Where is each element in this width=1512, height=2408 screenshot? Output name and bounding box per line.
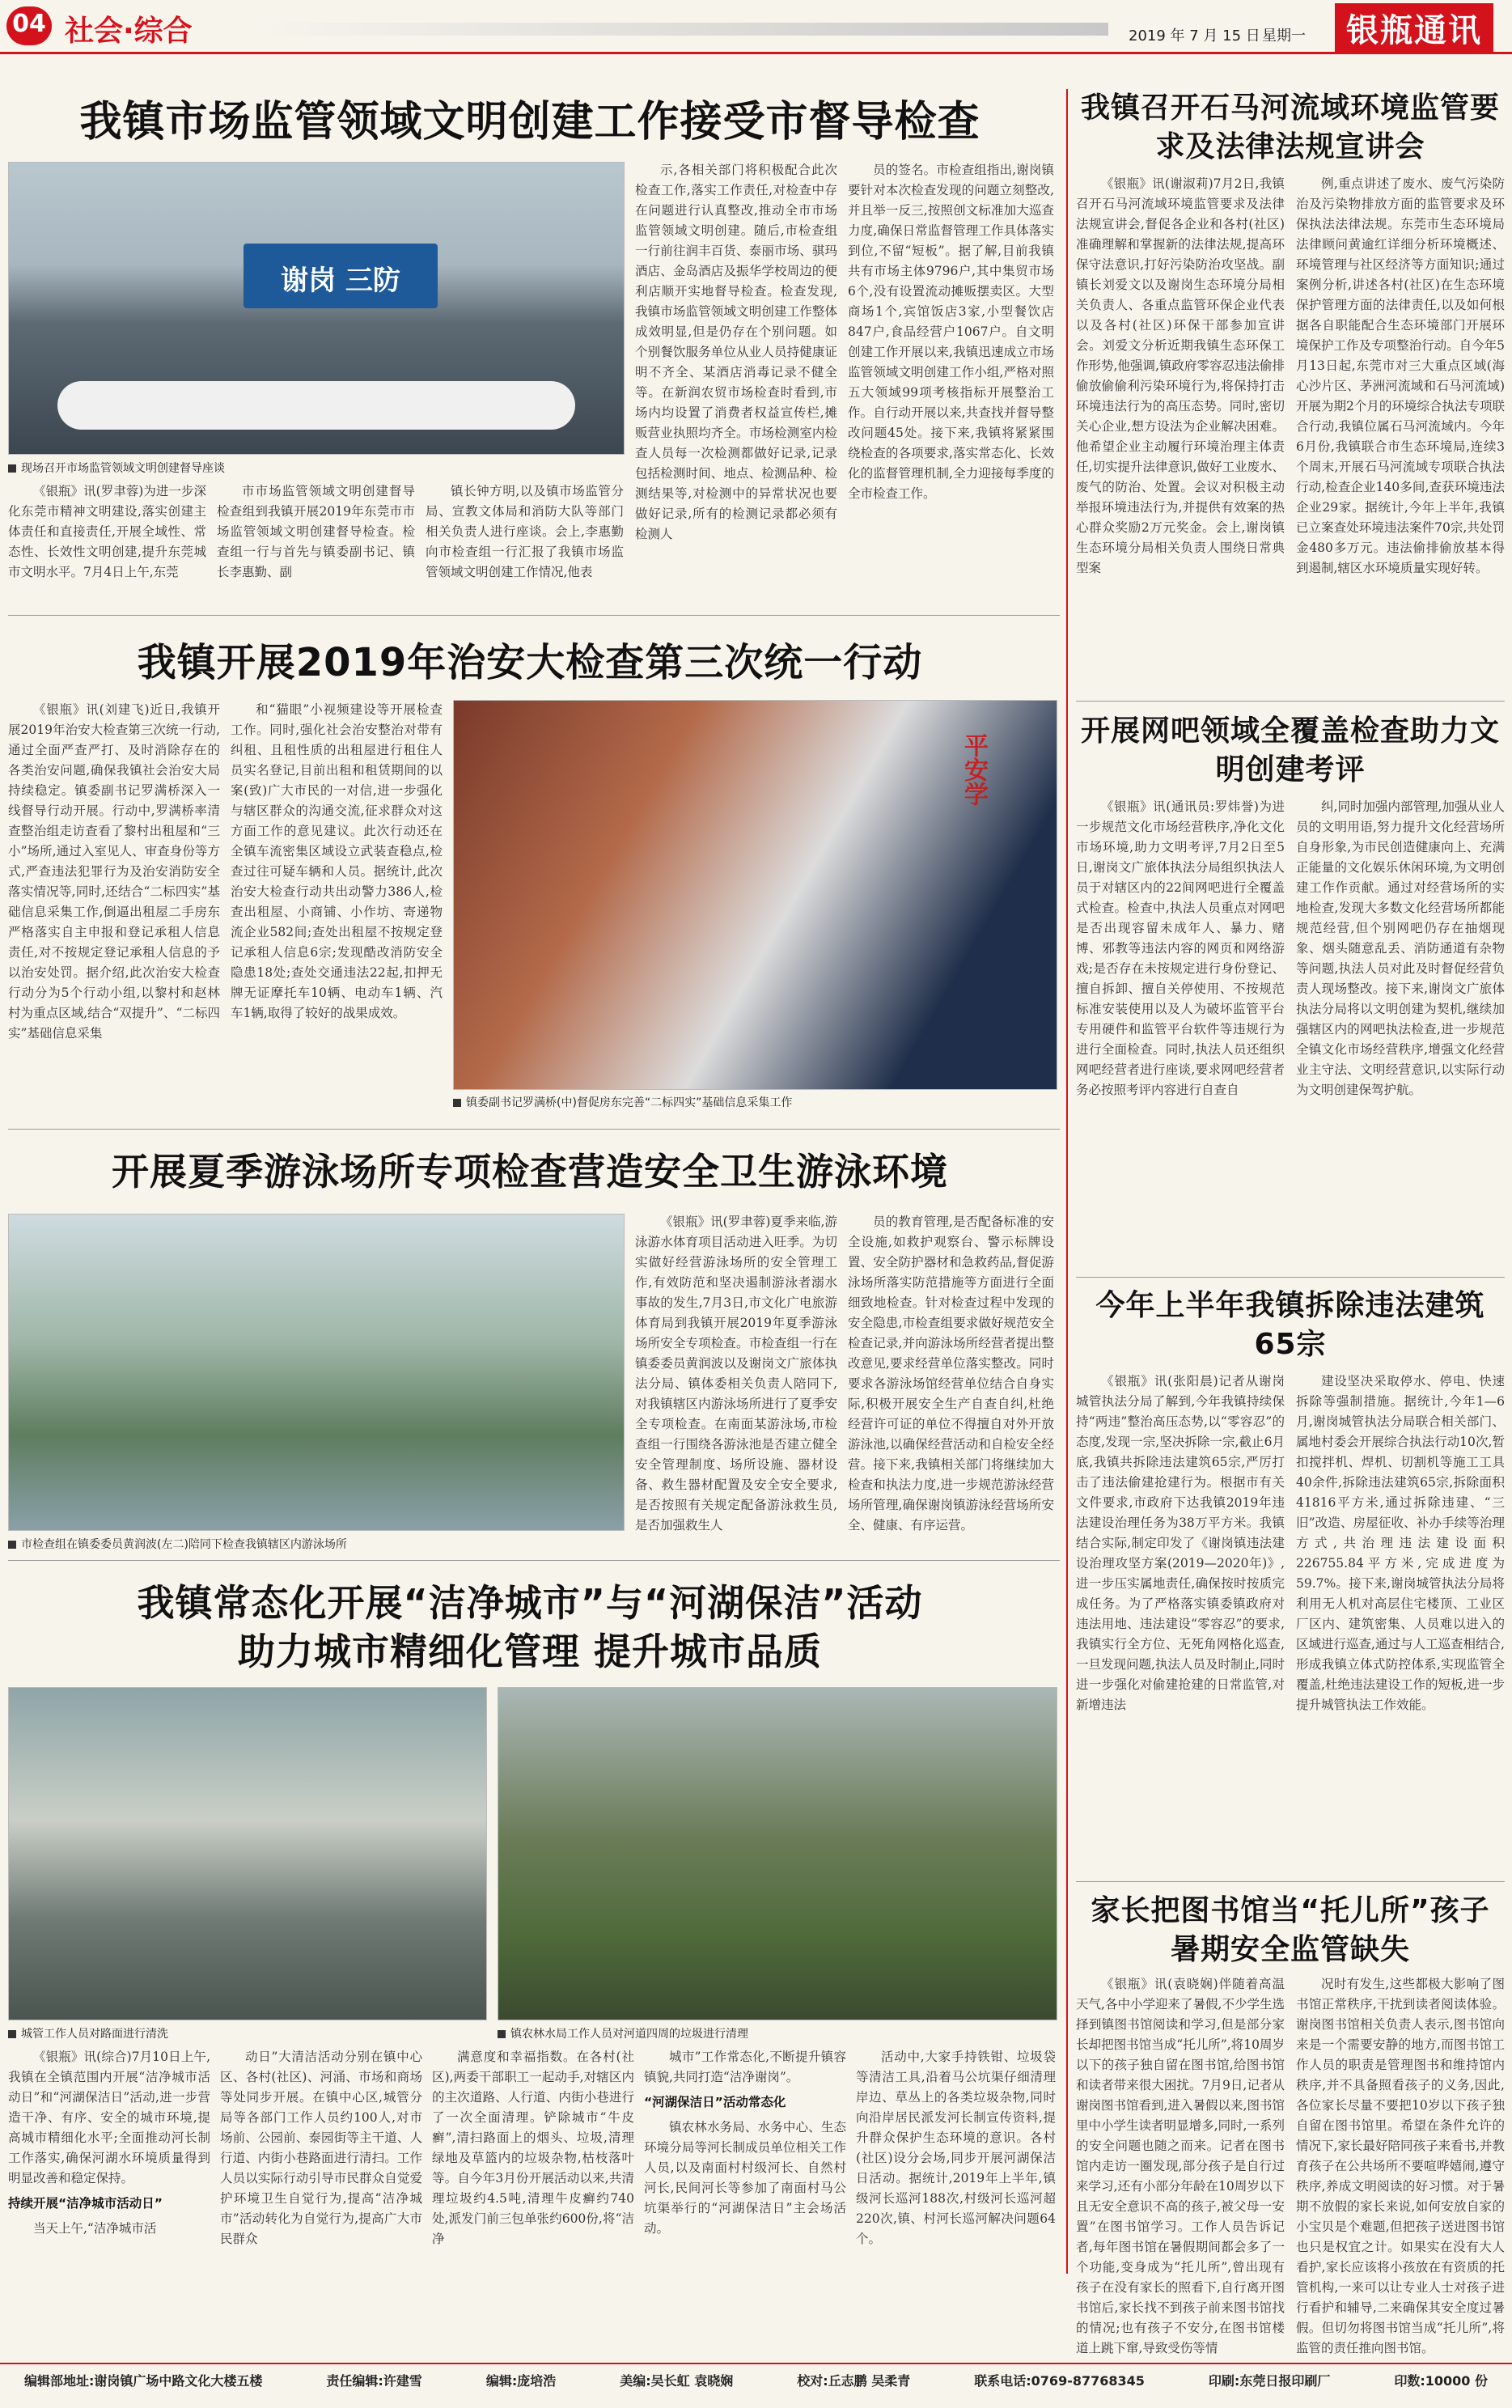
rule-a2 xyxy=(1076,701,1505,702)
article1-photo-caption: 现场召开市场监管领域文明创建督导座谈 xyxy=(8,460,623,476)
meeting-table xyxy=(57,381,575,430)
article1-col3: 镇长钟方明,以及镇市场监管分局、宣教文体局和消防大队等部门相关负责人进行座谈。会上,李惠勤向市检查组一行汇报了我镇市场监管领域文明创建工作情况,他表 xyxy=(426,484,624,579)
issue-date: 2019 年 7 月 15 日 xyxy=(1129,28,1260,45)
article5-photo-caption: 市检查组在镇委委员黄润波(左二)陪同下检查我镇辖区内游泳场所 xyxy=(8,1536,623,1552)
article3-col1: 《银瓶》讯(刘建飞)近日,我镇开展2019年治安大检查第三次统一行动,通过全面严查严打、及时消除存在的各类治安问题,确保我镇社会治安大局持续稳定。镇委副书记罗满桥深入一线督导行动开展。行动中,罗满桥率清查整治组走访查看了黎村出租屋和“三小”场所,通过入室见人、审查身份等方式,严查违法犯罪行为及治安消防安全落实情况等,同时,还结合“二标四实”基础信息采集工作,倒逼出租屋二手房东严格落实自主申报和登记承租人信息责任,对不按规定登记承租人信息的予以治安处罚。据介绍,此次治安大检查行动分为5个行动小组,以黎村和赵林村为重点区域,结合“双提升”、“二标四实”基础信息采集 xyxy=(8,702,220,1041)
header-band xyxy=(259,23,1108,36)
article1-col5: 员的签名。市检查组指出,谢岗镇要针对本次检查发现的问题立刻整改,并且举一反三,按照创文标准加大巡查力度,确保日常监督管理工作具体落实到位,不留“短板”。据了解,目前我镇共有市场主体9796户,其中集贸市场6个,没有设置流动摊贩摆卖区。大型商场1个,宾馆饭店3家,小型餐饮店847户,食品经营户1067户。自文明创建工作开展以来,我镇迅速成立市场监管领域文明创建工作小组,严格对照五大领域99项考核指标开展整治工作。自行动开展以来,共查找并督导整改问题45处。接下来,我镇将紧紧围绕检查的各项要求,落实常态化、长效化的监督管理机制,全力迎接每季度的全市检查工作。 xyxy=(848,163,1054,501)
article6-title: 今年上半年我镇拆除违法建筑65宗 xyxy=(1095,1289,1485,1361)
article7-subhead1: 持续开展“洁净城市活动日” xyxy=(8,2196,163,2211)
column-divider xyxy=(1066,89,1068,2274)
article6-col2: 建设坚决采取停水、停电、快速拆除等强制措施。据统计,今年1—6月,谢岗城管执法分局联合相关部门、属地村委会开展综合执法行动10次,暂扣搅拌机、焊机、切割机等施工工具40余件,拆除违法建筑65宗,拆除面积41816平方米,通过拆除违建、“三旧”改造、房屋征收、补办手续等治理方式,共治理违法建设面积226755.84平方米,完成进度为59.7%。接下来,谢岗城管执法分局将利用无人机对高层住宅楼顶、工业区厂区内、建筑密集、人员难以进入的区域进行巡查,通过与人工巡查相结合,形成我镇立体式防控体系,实现监管全覆盖,杜绝违法建设工作的短板,进一步提升城管执法工作效能。 xyxy=(1296,1374,1505,1712)
article5-title: 开展夏季游泳场所专项检查营造安全卫生游泳环境 xyxy=(112,1150,948,1193)
meeting-screen-sign: 谢岗 三防 xyxy=(281,265,400,297)
footer-editor2: 编辑:庞培浩 xyxy=(485,2373,557,2389)
article4-title: 开展网吧领域全覆盖检查助力文明创建考评 xyxy=(1080,714,1500,786)
issue-weekday: 星期一 xyxy=(1262,28,1306,45)
article8-col2: 况时有发生,这些都极大影响了图书馆正常秩序,干扰到读者阅读体验。谢岗图书馆相关负责人表示,图书馆向来是一个需要安静的地方,而图书馆工作人员的职责是管理图书和维持馆内秩序,并不具备照看孩子的义务,因此,各位家长尽量不要把10岁以下孩子独自留在图书馆里。希望在条件允许的情况下,家长最好陪同孩子来看书,并教育孩子在公共场所不要喧哗嬉闹,遵守秩序,养成文明阅读的好习惯。对于暑期不放假的家长来说,如何安放自家的小宝贝是个难题,但把孩子送进图书馆也只是权宜之计。如果实在没有大人看护,家长应该将小孩放在有资质的托管机构,一来可以让专业人士对孩子进行看护和辅导,二来确保其安全度过暑假。但切勿将图书馆当成“托儿所”,将监管的责任推向图书馆。 xyxy=(1296,1977,1505,2355)
article2-col2: 例,重点讲述了废水、废气污染防治及污染物排放方面的监管要求及环保执法法律法规。东莞市生态环境局法律顾问黄逾红详细分析环境概述、环境管理与社区经济等方面知识;通过案例分析,讲述各村(社区)在生态环境保护管理方面的法律责任,以及如何根据各自职能配合生态环境部门开展环境保护工作及专项整治行动。自今年5月13日起,东莞市对三大重点区域(海心沙片区、茅洲河流域和石马河流域)开展为期2个月的环境综合执法专项联合行动,我镇位属石马河流域内。今年6月份,我镇联合市生态环境局,连续3个周末,开展石马河流域专项联合执法行动,检查企业140多间,查获环境违法企业29家。据统计,今年上半年,我镇已立案查处环境违法案件70宗,共处罚金480多万元。违法偷排偷放基本得到遏制,辖区水环境质量实现好转。 xyxy=(1296,176,1505,575)
article1-col2: 市市场监管领域文明创建督导检查组到我镇开展2019年东莞市市场监管领域文明创建督导检查。检查组一行与首先与镇委副书记、镇长李惠勤、副 xyxy=(217,484,415,579)
footer-editor: 责任编辑:许建雪 xyxy=(326,2373,422,2389)
footer-rule xyxy=(0,2363,1512,2364)
section-title: 社会·综合 xyxy=(65,15,193,48)
page-number: 04 xyxy=(12,10,46,38)
footer-proof: 校对:丘志鹏 吴柔青 xyxy=(797,2373,911,2389)
article5-col2: 员的教育管理,是否配备标准的安全设施,如救护观察台、警示标牌设置、安全防护器材和急救药品,督促游泳场所落实防范措施等方面进行全面细致地检查。针对检查过程中发现的安全隐患,市检查组要求做好规范安全检查记录,并向游泳场所经营者提出整改意见,要求经营单位落实整改。同时要求各游泳场馆经营单位结合自身实际,积极开展安全生产自查自纠,杜绝经营许可证的单位不得擅自对外开放游泳池,以确保经营活动和自检安全经营。接下来,我镇相关部门将继续加大检查和执法力度,进一步规范游泳经营场所管理,确保谢岗镇游泳经营场所安全、健康、有序运营。 xyxy=(848,1215,1054,1533)
article7-col3: 满意度和幸福指数。在各村(社区),两委干部职工一起动手,对辖区内的主次道路、人行道、内街小巷进行了一次全面清理。铲除城市“牛皮癣”,清扫路面上的烟头、垃圾,清理绿地及草篮内的垃圾杂物,枯枝落叶等。自今年3月份开展活动以来,共清理垃圾约4.5吨,清理牛皮癣约740处,派发门前三包单张约600份,将“洁净 xyxy=(432,2050,634,2246)
rule-a3 xyxy=(8,1129,1060,1130)
article3-col2: 和“猫眼”小视频建设等开展检查工作。同时,强化社会治安整治对带有纠租、且租性质的出租屋进行租住人员实名登记,目前出租和租赁期间的以案(致)广大市民的一对信,进一步强化与辖区群众的沟通交流,征求群众对这方面工作的意见建议。此次行动还在全镇车流密集区域设立武装查稳点,检查过往可疑车辆和人员。据统计,此次治安大检查行动共出动警力386人,检查出租屋、小商铺、小作坊、寄递物流企业582间;查处出租屋不按规定登记承租人信息6宗;发现酷改消防安全隐患18处;查处交通违法22起,扣押无牌无证摩托车10辆、电动车1辆、汽车1辆,取得了较好的战果成效。 xyxy=(231,702,443,1020)
article7-photo1-caption: 城管工作人员对路面进行清洗 xyxy=(8,2025,485,2041)
rule-a1 xyxy=(8,615,1060,616)
article7-title-line1: 我镇常态化开展“洁净城市”与“河湖保洁”活动 xyxy=(137,1581,923,1625)
article4-col1: 《银瓶》讯(通讯员:罗炜誉)为进一步规范文化市场经营秩序,净化文化市场环境,助力文明考评,7月2日至5日,谢岗文广旅体执法分局组织执法人员于对辖区内的22间网吧进行全覆盖式检查。检查中,执法人员重点对网吧是否出现容留未成年人、暴力、赌博、邪教等违法内容的网页和网络游戏;是否存在未按规定进行身份登记、擅自拆卸、擅自关停使用、不按规范标准安装使用以及人为破坏监管平台专用硬件和监管平台软件等违规行为进行全面检查。同时,执法人员还组织网吧经营者进行座谈,要求网吧经营者务必按照考评内容进行自查自 xyxy=(1076,799,1285,1097)
caption-bullet-icon xyxy=(453,1099,461,1107)
footer-phone: 联系电话:0769-87768345 xyxy=(974,2373,1145,2389)
article7-col2: 动日”大清洁活动分别在镇中心区、各村(社区)、河涌、市场和商场等处同步开展。在镇中心区,城管分局等各部门工作人员约100人,对市场前、公园前、泰园街等主干道、人行道、内街小巷路面进行清扫。工作人员以实际行动引导市民群众自觉爱护环境卫生自觉行为,提高“洁净城市”活动转化为自觉行为,提高广大市民群众 xyxy=(220,2050,422,2246)
article3-photo-caption: 镇委副书记罗满桥(中)督促房东完善“二标四实”基础信息采集工作 xyxy=(453,1094,1056,1110)
footer-copies: 印数:10000 份 xyxy=(1394,2373,1488,2389)
article3-photo-sign: 平安学 xyxy=(959,733,988,806)
article1-photo xyxy=(8,162,625,455)
rule-a5 xyxy=(8,1560,1060,1561)
article6-col1: 《银瓶》讯(张阳晨)记者从谢岗城管执法分局了解到,今年我镇持续保持“两违”整治高压态势,以“零容忍”的态度,发现一宗,坚决拆除一宗,截止6月底,我镇共拆除违法建筑65宗,严厉打击了违法偷建抢建行为。根据市有关文件要求,市政府下达我镇2019年违法建设治理任务为38万平方米。我镇结合实际,制定印发了《谢岗镇违法建设治理攻坚方案(2019—2020年)》,进一步压实属地责任,确保按时按质完成任务。为了严格落实镇委镇政府对违法用地、违法建设“零容忍”的要求,我镇实行全方位、无死角网格化巡查,一旦发现问题,执法人员及时制止,同时进一步强化对偷建抢建的日常监管,对新增违法 xyxy=(1076,1374,1285,1712)
article5-col1: 《银瓶》讯(罗聿蓉)夏季来临,游泳游水体育项目活动进入旺季。为切实做好经营游泳场所的安全管理工作,有效防范和坚决遏制游泳者溺水事故的发生,7月3日,市文化广电旅游体育局到我镇开展2019年夏季游泳场所安全专项检查。市检查组一行在镇委委员黄润波以及谢岗文广旅体执法分局、镇体委相关负责人陪同下,对我镇辖区内游泳场所进行了夏季安全专项检查。在南面某游泳场,市检查组一行围绕各游泳池是否建立健全安全管理制度、场所设施、器材设备、救生器材配置及安全安全要求,是否按照有关规定配备游泳救生员,是否加强救生人 xyxy=(635,1215,837,1533)
paper-name-logo: 银瓶通讯 xyxy=(1335,3,1493,53)
caption-bullet-icon xyxy=(8,1541,16,1549)
article7-subhead2: “河湖保洁日”活动常态化 xyxy=(644,2095,786,2109)
article1-col1: 《银瓶》讯(罗聿蓉)为进一步深化东莞市精神文明建设,落实创建主体责任和直接责任,开展全域性、常态性、长效性文明创建,提升东莞城市文明水平。7月4日上午,东莞 xyxy=(8,484,206,579)
article7-col1: 《银瓶》讯(综合)7月10日上午,我镇在全镇范围内开展“洁净城市活动日”和“河湖保洁日”活动,进一步营造干净、有序、安全的城市环境,提高城市精细化水平;全面推动河长制工作落实,确保河湖水环境质量得到明显改善和稳定保持。 持续开展“洁净城市活动日” 当天上午,“洁净城市活 xyxy=(8,2050,210,2236)
article4-col2: 纠,同时加强内部管理,加强从业人员的文明用语,努力提升文化经营场所自身形象,为市民创造健康向上、充满正能量的文化娱乐休闲环境,为文明创建工作作贡献。通过对经营场所的实地检查,发现大多数文化经营场所都能规范经营,但个别网吧仍存在抽烟现象、烟头随意乱丢、消防通道有杂物等问题,执法人员对此及时督促经营负责人现场整改。接下来,谢岗文广旅体执法分局将以文明创建为契机,继续加强辖区内的网吧执法检查,进一步规范全镇文化市场经营秩序,增强文化经营业主守法、文明经营意识,以实际行动为文明创建保驾护航。 xyxy=(1296,799,1505,1097)
article7-col5: 活动中,大家手持铁钳、垃圾袋等清洁工具,沿着马公坑渠仔细清理岸边、草丛上的各类垃圾杂物,同时向沿岸居民派发河长制宣传资料,提升群众保护生态环境的意识。各村(社区)设分会场,同步开展河湖保洁日活动。据统计,2019年上半年,镇级河长巡河188次,村级河长巡河超220次,镇、村河长巡河解决问题64个。 xyxy=(856,2050,1056,2246)
footer-address: 编辑部地址:谢岗镇广场中路文化大楼五楼 xyxy=(24,2373,263,2389)
rule-a4 xyxy=(1076,1277,1505,1278)
header-rule xyxy=(0,52,1512,54)
article2-title: 我镇召开石马河流域环境监管要求及法律法规宣讲会 xyxy=(1080,91,1500,163)
caption-bullet-icon xyxy=(498,2030,506,2038)
article8-title: 家长把图书馆当“托儿所”孩子暑期安全监管缺失 xyxy=(1091,1894,1490,1966)
article7-col4: 城市”工作常态化,不断提升镇容镇貌,共同打造“洁净谢岗”。 “河湖保洁日”活动常态化 镇农林水务局、水务中心、生态环境分局等河长制成员单位相关工作人员,以及南面村村级河长、自然村河长,民间河长等参加了南面村马公坑渠举行的“河湖保洁日”主会场活动。 xyxy=(644,2050,846,2236)
caption-bullet-icon xyxy=(8,2030,16,2038)
article7-photo2-caption: 镇农林水局工作人员对河道四周的垃圾进行清理 xyxy=(498,2025,1056,2041)
rule-a6 xyxy=(1076,1881,1505,1882)
footer-art: 美编:吴长虹 袁晓娴 xyxy=(620,2373,734,2389)
article3-photo xyxy=(453,700,1057,1090)
article1-col4: 示,各相关部门将积极配合此次检查工作,落实工作责任,对检查中存在问题进行认真整改,推动全市市场监管领域文明创建。随后,市检查组一行前往润丰百货、泰丽市场、骐玛酒店、金岛酒店及振华学校周边的便利店顺开实地督导检查。检查发现,我镇市场监管领域文明创建工作整体成效明显,但是仍存在个别问题。如个别餐饮服务单位从业人员持健康证明不齐全、某酒店消毒记录不健全等。在新润农贸市场检查时看到,市场内均设置了消费者权益宣传栏,摊贩营业执照均齐全。市场检测室内检查人员每一次检测都做好记录,记录包括检测时间、地点、检测品种、检测结果等,对检测中的异常状况也要做好记录,所有的检测记录都必须有检测人 xyxy=(635,163,837,541)
article1-title: 我镇市场监管领域文明创建工作接受市督导检查 xyxy=(79,98,980,146)
article3-title: 我镇开展2019年治安大检查第三次统一行动 xyxy=(137,640,923,685)
footer-printer: 印刷:东莞日报印刷厂 xyxy=(1208,2373,1331,2389)
article7-photo1 xyxy=(8,1687,487,2020)
article7-photo2 xyxy=(498,1687,1057,2020)
caption-bullet-icon xyxy=(8,464,16,473)
article8-col1: 《银瓶》讯(袁晓娴)伴随着高温天气,各中小学迎来了暑假,不少学生选择到镇图书馆阅读和学习,但是部分家长却把图书馆当成“托儿所”,将10周岁以下的孩子独自留在图书馆,给图书馆和读者带来很大困扰。7月9日,记者从谢岗图书馆看到,进入暑假以来,图书馆里中小学生读者明显增多,同时,一系列的安全问题也随之而来。记者在图书馆内走访一圈发现,部分孩子是自行过来学习,还有小部分年龄在10周岁以下且无安全意识不高的孩子,被父母一安置”在图书馆学习。工作人员告诉记者,每年图书馆在暑假期间都会多了一个功能,变身成为“托儿所”,曾出现有孩子在没有家长的照看下,自行离开图书馆后,家长找不到孩子前来图书馆找的情况;也有孩子不安分,在图书馆楼道上跳下窜,导致受伤等情 xyxy=(1076,1977,1285,2355)
article5-photo xyxy=(8,1214,625,1531)
article7-title-line2: 助力城市精细化管理 提升城市品质 xyxy=(237,1630,822,1673)
article2-col1: 《银瓶》讯(谢淑莉)7月2日,我镇召开石马河流域环境监管要求及法律法规宣讲会,督促各企业和各村(社区)准确理解和掌握新的法律法规,提高环保守法意识,打好污染防治攻坚战。副镇长刘爱文以及谢岗生态环境分局相关负责人、各重点监管环保企业代表以及各村(社区)环保干部参加宣讲会。刘爱文分析近期我镇生态环保工作形势,他强调,镇政府零容忍违法偷排偷放偷偷利污染环境行为,将保持打击环境违法行为的高压态势。同时,密切关心企业,想方设法为企业解决困难。他希望企业主动履行环境治理主体责任,切实提升法律意识,做好工业废水、废气的防治、处置。会议对积极主动举报环境违法行为,并提供有效案的热心群众奖励2万元奖金。会上,谢岗镇生态环境分局相关负责人围绕日常典型案 xyxy=(1076,176,1285,575)
footer xyxy=(0,2371,1512,2400)
